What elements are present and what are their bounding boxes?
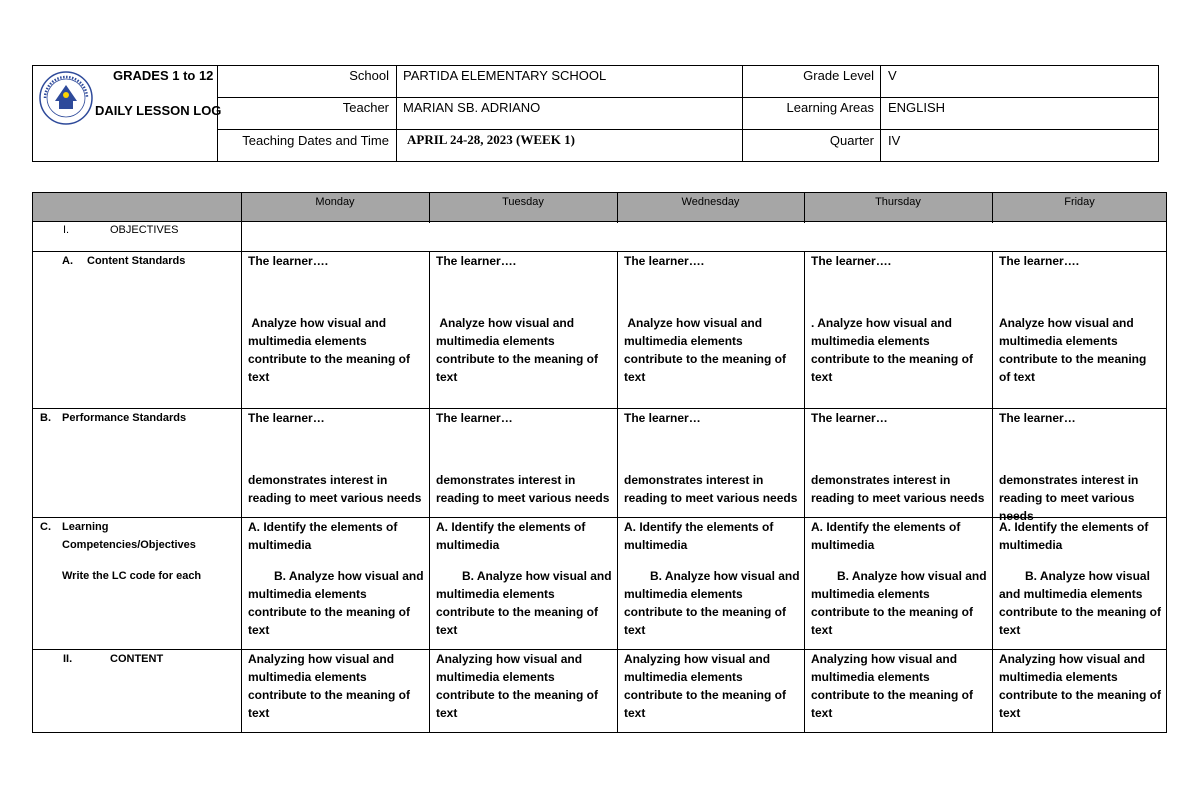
day-monday: Monday — [315, 196, 355, 208]
ps-thu-a: The learner… — [811, 411, 888, 425]
lc-thu-b: B. Analyze how visual and multimedia elements contribute to the meaning of text — [811, 569, 987, 637]
grade-level-label: Grade Level — [803, 68, 874, 83]
lc-fri-a: A. Identify the elements of multimedia — [999, 520, 1149, 552]
cs-wed-b: Analyze how visual and multimedia elements contribute to the meaning of text — [624, 316, 790, 384]
ps-wed-b: demonstrates interest in reading to meet various needs — [624, 473, 798, 505]
performance-standards-label: Performance Standards — [62, 412, 187, 424]
learning-areas-label: Learning Areas — [786, 100, 874, 115]
day-thursday: Thursday — [875, 196, 921, 208]
day-tuesday: Tuesday — [502, 196, 544, 208]
objectives-label: OBJECTIVES — [110, 224, 179, 236]
content-standards-label: Content Standards — [87, 255, 186, 267]
lc-mon-b: B. Analyze how visual and multimedia elements contribute to the meaning of text — [248, 569, 424, 637]
lc-fri-b: B. Analyze how visual and multimedia elements contribute to the meaning of text — [999, 569, 1161, 637]
lesson-table — [32, 192, 1167, 733]
cs-tue-a: The learner…. — [436, 254, 517, 268]
deped-seal-icon — [39, 71, 93, 125]
content-mon: Analyzing how visual and multimedia elements contribute to the meaning of text — [248, 652, 410, 720]
cs-thu-a: The learner…. — [811, 254, 892, 268]
cs-fri-b: Analyze how visual and multimedia elements contribute to the meaning of text — [999, 316, 1147, 384]
ps-tue-b: demonstrates interest in reading to meet various needs — [436, 473, 610, 505]
quarter-label: Quarter — [829, 133, 874, 148]
grades-title: GRADES 1 to 12 — [113, 68, 214, 83]
content-wed: Analyzing how visual and multimedia elements contribute to the meaning of text — [624, 652, 786, 720]
ps-mon-b: demonstrates interest in reading to meet various needs — [248, 473, 422, 505]
learning-areas-value: ENGLISH — [888, 100, 946, 115]
lc-tue-a: A. Identify the elements of multimedia — [436, 520, 586, 552]
ps-tue-a: The learner… — [436, 411, 513, 425]
objectives-num: I. — [63, 224, 70, 236]
ps-wed-a: The learner… — [624, 411, 701, 425]
school-value: PARTIDA ELEMENTARY SCHOOL — [403, 68, 607, 83]
competencies-num: C. — [40, 521, 51, 533]
ps-fri-b: demonstrates interest in reading to meet various needs — [999, 473, 1139, 523]
cs-wed-a: The learner…. — [624, 254, 705, 268]
cs-mon-b: Analyze how visual and multimedia elements contribute to the meaning of text — [248, 316, 414, 384]
lc-wed-b: B. Analyze how visual and multimedia elements contribute to the meaning of text — [624, 569, 800, 637]
performance-standards-num: B. — [40, 412, 51, 424]
ps-mon-a: The learner… — [248, 411, 325, 425]
lc-tue-b: B. Analyze how visual and multimedia elements contribute to the meaning of text — [436, 569, 612, 637]
quarter-value: IV — [888, 133, 901, 148]
teacher-label: Teacher — [342, 100, 389, 115]
lc-mon-a: A. Identify the elements of multimedia — [248, 520, 398, 552]
lc-wed-a: A. Identify the elements of multimedia — [624, 520, 774, 552]
cs-tue-b: Analyze how visual and multimedia elements contribute to the meaning of text — [436, 316, 602, 384]
ps-fri-a: The learner… — [999, 411, 1076, 425]
day-wednesday: Wednesday — [681, 196, 740, 208]
teaching-dates-value: APRIL 24-28, 2023 (WEEK 1) — [407, 132, 575, 147]
grade-level-value: V — [888, 68, 897, 83]
day-friday: Friday — [1064, 196, 1095, 208]
cs-fri-a: The learner…. — [999, 254, 1080, 268]
cs-thu-b: . Analyze how visual and multimedia elements contribute to the meaning of text — [811, 316, 973, 384]
cs-mon-a: The learner…. — [248, 254, 329, 268]
lc-thu-a: A. Identify the elements of multimedia — [811, 520, 961, 552]
competencies-sublabel: Write the LC code for each — [62, 570, 202, 582]
daily-lesson-log-title: DAILY LESSON LOG — [95, 103, 222, 118]
content-num: II. — [63, 653, 73, 665]
teacher-value: MARIAN SB. ADRIANO — [403, 100, 541, 115]
competencies-label: Learning Competencies/Objectives — [62, 521, 196, 551]
content-fri: Analyzing how visual and multimedia elements contribute to the meaning of text — [999, 652, 1161, 720]
ps-thu-b: demonstrates interest in reading to meet various needs — [811, 473, 985, 505]
content-tue: Analyzing how visual and multimedia elements contribute to the meaning of text — [436, 652, 598, 720]
school-label: School — [349, 68, 389, 83]
content-standards-num: A. — [62, 255, 73, 267]
teaching-dates-label: Teaching Dates and Time — [242, 133, 389, 148]
content-label: CONTENT — [110, 653, 164, 665]
header-table — [32, 65, 1159, 162]
content-thu: Analyzing how visual and multimedia elements contribute to the meaning of text — [811, 652, 973, 720]
